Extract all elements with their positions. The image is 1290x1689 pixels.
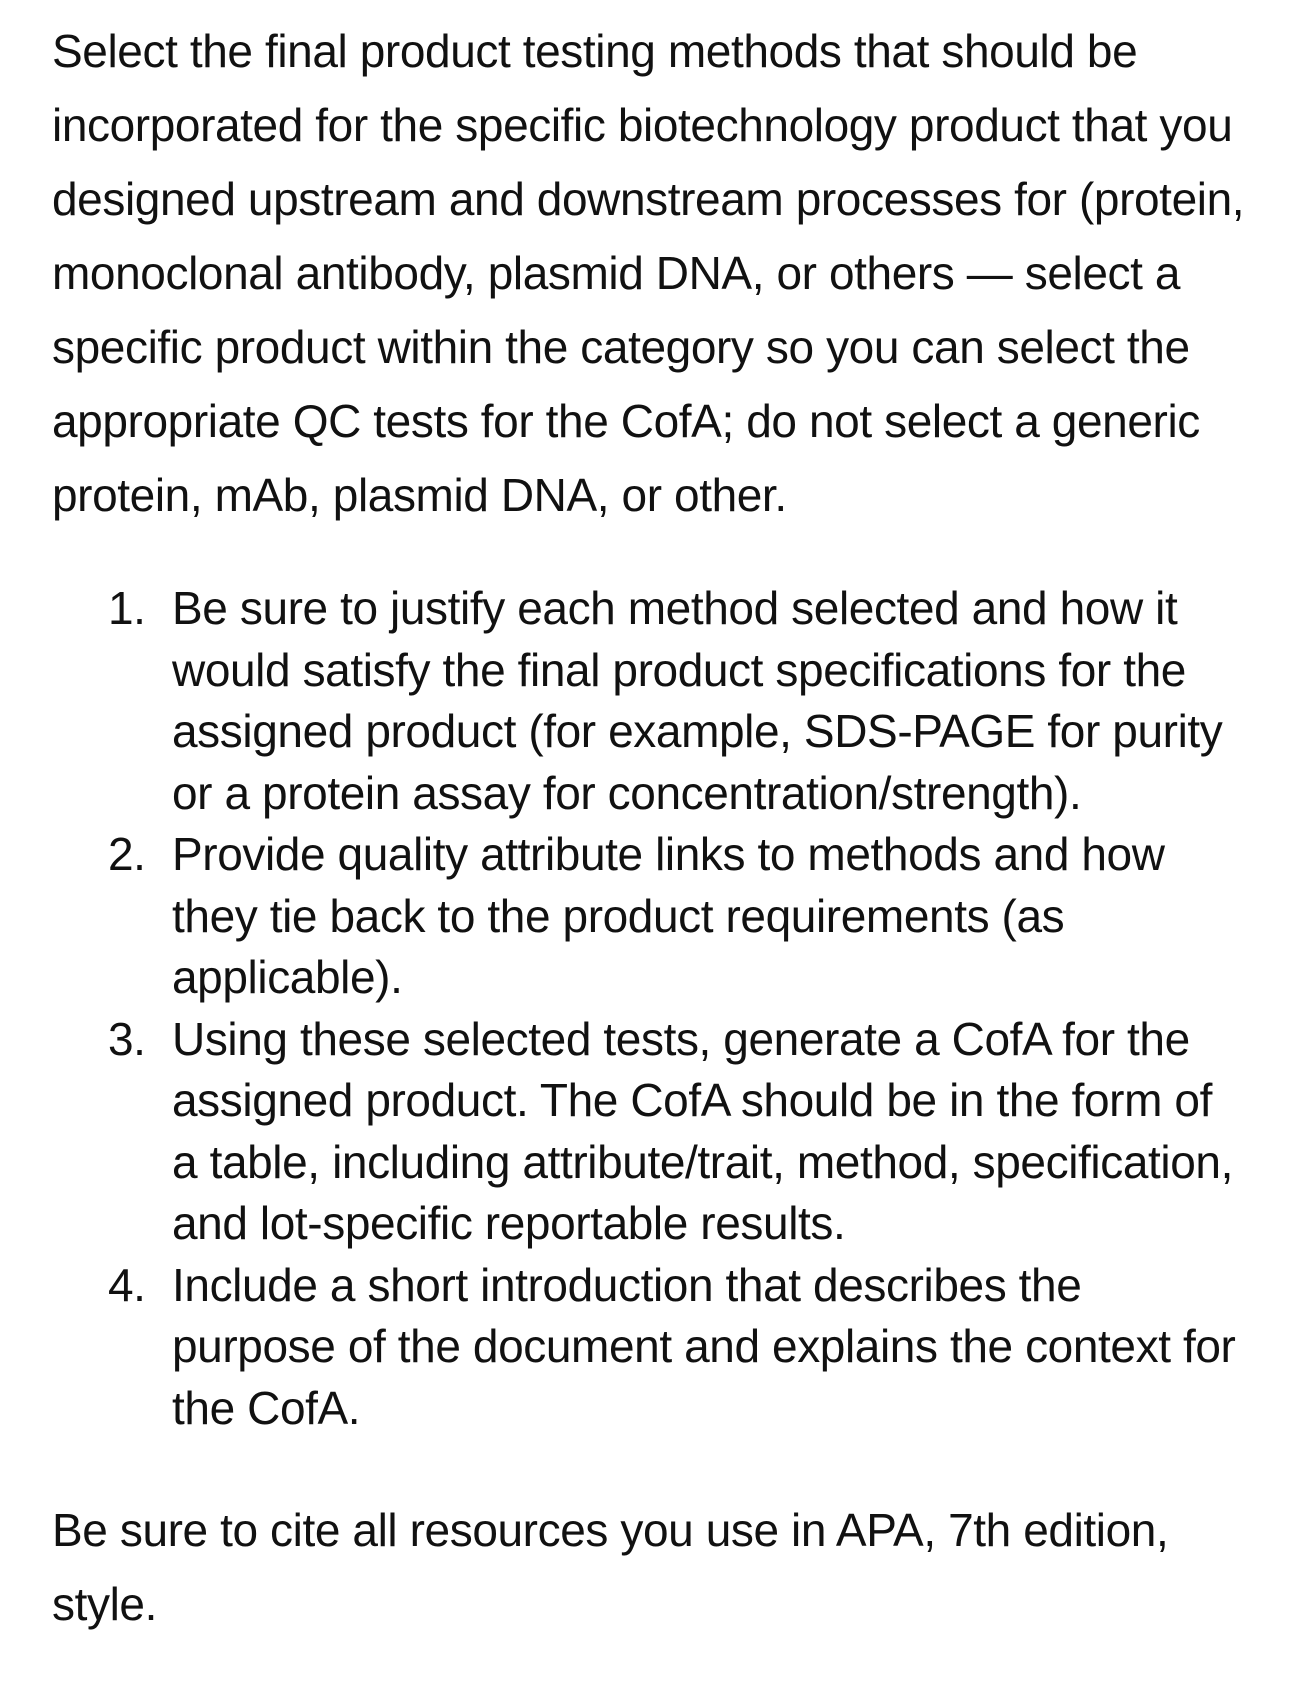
task-item-2 xyxy=(108,824,1247,1009)
task-number-4: 4. xyxy=(108,1258,146,1311)
task-item-3 xyxy=(108,1009,1247,1255)
task-number-2: 2. xyxy=(108,828,146,880)
task-text-4: Include a short introduction that describes the purpose of the document and explains the context for the CofA. xyxy=(172,1258,1236,1434)
task-item-4 xyxy=(108,1255,1247,1440)
intro-paragraph: Select the final product testing methods that should be incorporated for the specific biotechnology product that you designed upstream and downstream processes for (protein, monoclonal antibody, plasmid DNA, or others — select a specific product within the category so you can select the appropriate QC tests for the CofA; do not select a generic protein, mAb, plasmid DNA, or other. xyxy=(52,25,1245,521)
task-text-3: Using these selected tests, generate a CofA for the assigned product. The CofA should be in the form of a table, including attribute/trait, method, specification, and lot-specific reportable results. xyxy=(172,1012,1233,1249)
assignment-instructions xyxy=(52,14,1252,1641)
task-text-1: Be sure to justify each method selected and how it would satisfy the final product specifications for the assigned product (for example, SDS-PAGE for purity or a protein assay for concentration/strength). xyxy=(172,582,1223,819)
task-list xyxy=(52,578,1247,1439)
citation-note: Be sure to cite all resources you use in APA, 7th edition, style. xyxy=(52,1504,1169,1630)
task-item-1 xyxy=(108,578,1247,824)
task-number-1: 1. xyxy=(108,582,146,634)
task-number-3: 3. xyxy=(108,1012,146,1065)
task-text-2: Provide quality attribute links to methods and how they tie back to the product requirements (as applicable). xyxy=(172,828,1165,1003)
